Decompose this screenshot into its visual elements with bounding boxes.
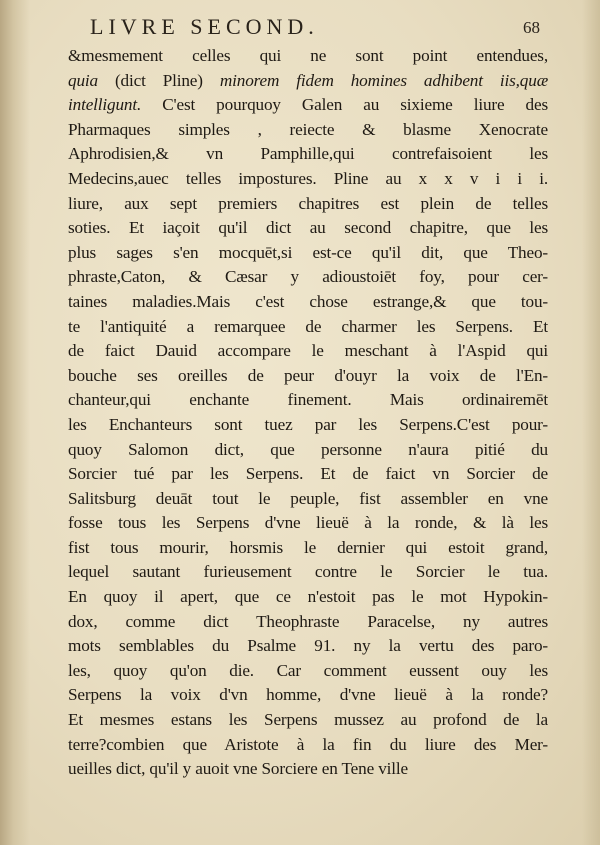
text-segment: soties. Et iaçoit qu'il dict au second chapitre, que les <box>68 218 548 238</box>
text-line <box>68 708 548 733</box>
text-line <box>68 438 548 463</box>
text-segment: bouche ses oreilles de peur d'ouyr la voix de l'En- <box>68 365 548 385</box>
text-segment: taines maladies.Mais c'est chose estrange,& que tou- <box>68 291 548 311</box>
text-line <box>68 93 548 118</box>
text-segment: Salitsburg deuāt tout le peuple, fist assembler en vne <box>68 488 548 508</box>
text-line <box>68 142 548 167</box>
text-segment: Medecins,auec telles impostures. Pline au x x v i i i. <box>68 168 548 188</box>
text-line <box>68 388 548 413</box>
text-segment: de faict Dauid accompare le meschant à l'Aspid qui <box>68 341 548 361</box>
text-segment: C'est pourquoy Galen au sixieme liure des <box>141 95 548 115</box>
text-line <box>68 118 548 143</box>
text-line <box>68 511 548 536</box>
italic-text-segment: quia <box>68 70 98 90</box>
text-line <box>68 290 548 315</box>
text-segment: les, quoy qu'on die. Car comment eussent ouy les <box>68 660 548 680</box>
text-line <box>68 167 548 192</box>
text-segment: En quoy il apert, que ce n'estoit pas le mot Hypokin- <box>68 587 548 607</box>
text-line <box>68 413 548 438</box>
text-line <box>68 733 548 758</box>
text-line <box>68 462 548 487</box>
text-segment: quoy Salomon dict, que personne n'aura pitié du <box>68 439 548 459</box>
text-line <box>68 364 548 389</box>
text-segment: fosse tous les Serpens d'vne lieuë à la ronde, & là les <box>68 513 548 533</box>
text-segment: phraste,Caton, & Cæsar y adioustoiēt foy, pour cer- <box>68 267 548 287</box>
text-line <box>68 69 548 94</box>
text-line <box>68 683 548 708</box>
text-segment: liure, aux sept premiers chapitres est plein de telles <box>68 193 548 213</box>
text-line <box>68 659 548 684</box>
text-line <box>68 216 548 241</box>
text-segment: Sorcier tué par les Serpens. Et de faict vn Sorcier de <box>68 464 548 484</box>
text-line <box>68 192 548 217</box>
text-segment: dox, comme dict Theophraste Paracelse, ny autres <box>68 611 548 631</box>
running-head <box>70 14 540 42</box>
text-segment: Aphrodisien,& vn Pamphille,qui contrefaisoient les <box>68 144 548 164</box>
text-segment: lequel sautant furieusement contre le Sorcier le tua. <box>68 562 548 582</box>
text-segment: chanteur,qui enchante finement. Mais ordinairemēt <box>68 390 548 410</box>
text-line <box>68 634 548 659</box>
text-segment: plus sages s'en mocquēt,si est-ce qu'il dit, que Theo- <box>68 242 548 262</box>
text-line <box>68 241 548 266</box>
text-line <box>68 610 548 635</box>
page-number: 68 <box>523 18 540 37</box>
text-line <box>68 265 548 290</box>
text-segment: mots semblables du Psalme 91. ny la vertu des paro- <box>68 636 548 656</box>
body-text <box>68 44 548 782</box>
text-segment: fist tous mourir, horsmis le dernier qui estoit grand, <box>68 537 548 557</box>
text-segment: Serpens la voix d'vn homme, d'vne lieuë à la ronde? <box>68 685 548 705</box>
page-edge-shadow <box>582 0 600 845</box>
text-segment: Et mesmes estans les Serpens mussez au profond de la <box>68 710 548 730</box>
page-gutter-shadow <box>0 0 30 845</box>
text-segment: ueilles dict, qu'il y auoit vne Sorciere en Tene ville <box>68 759 408 779</box>
text-segment: (dict Pline) <box>97 70 220 90</box>
text-segment: te l'antiquité a remarquee de charmer les Serpens. Et <box>68 316 548 336</box>
text-segment: &mesmement celles qui ne sont point entendues, <box>68 46 548 65</box>
text-segment: les Enchanteurs sont tuez par les Serpens.C'est pour- <box>68 414 548 434</box>
italic-text-segment: minorem fidem homines adhibent iis,quæ <box>219 70 548 90</box>
text-line <box>68 487 548 512</box>
text-line <box>68 44 548 69</box>
text-segment: Pharmaques simples , reiecte & blasme Xenocrate <box>68 119 548 139</box>
text-line <box>68 585 548 610</box>
text-line <box>68 339 548 364</box>
text-line <box>68 757 548 782</box>
running-head-title: LIVRE SECOND. <box>90 14 319 39</box>
text-line <box>68 315 548 340</box>
text-line <box>68 536 548 561</box>
text-line <box>68 560 548 585</box>
italic-text-segment: intelligunt. <box>68 95 142 115</box>
text-segment: terre?combien que Aristote à la fin du liure des Mer- <box>68 734 548 754</box>
